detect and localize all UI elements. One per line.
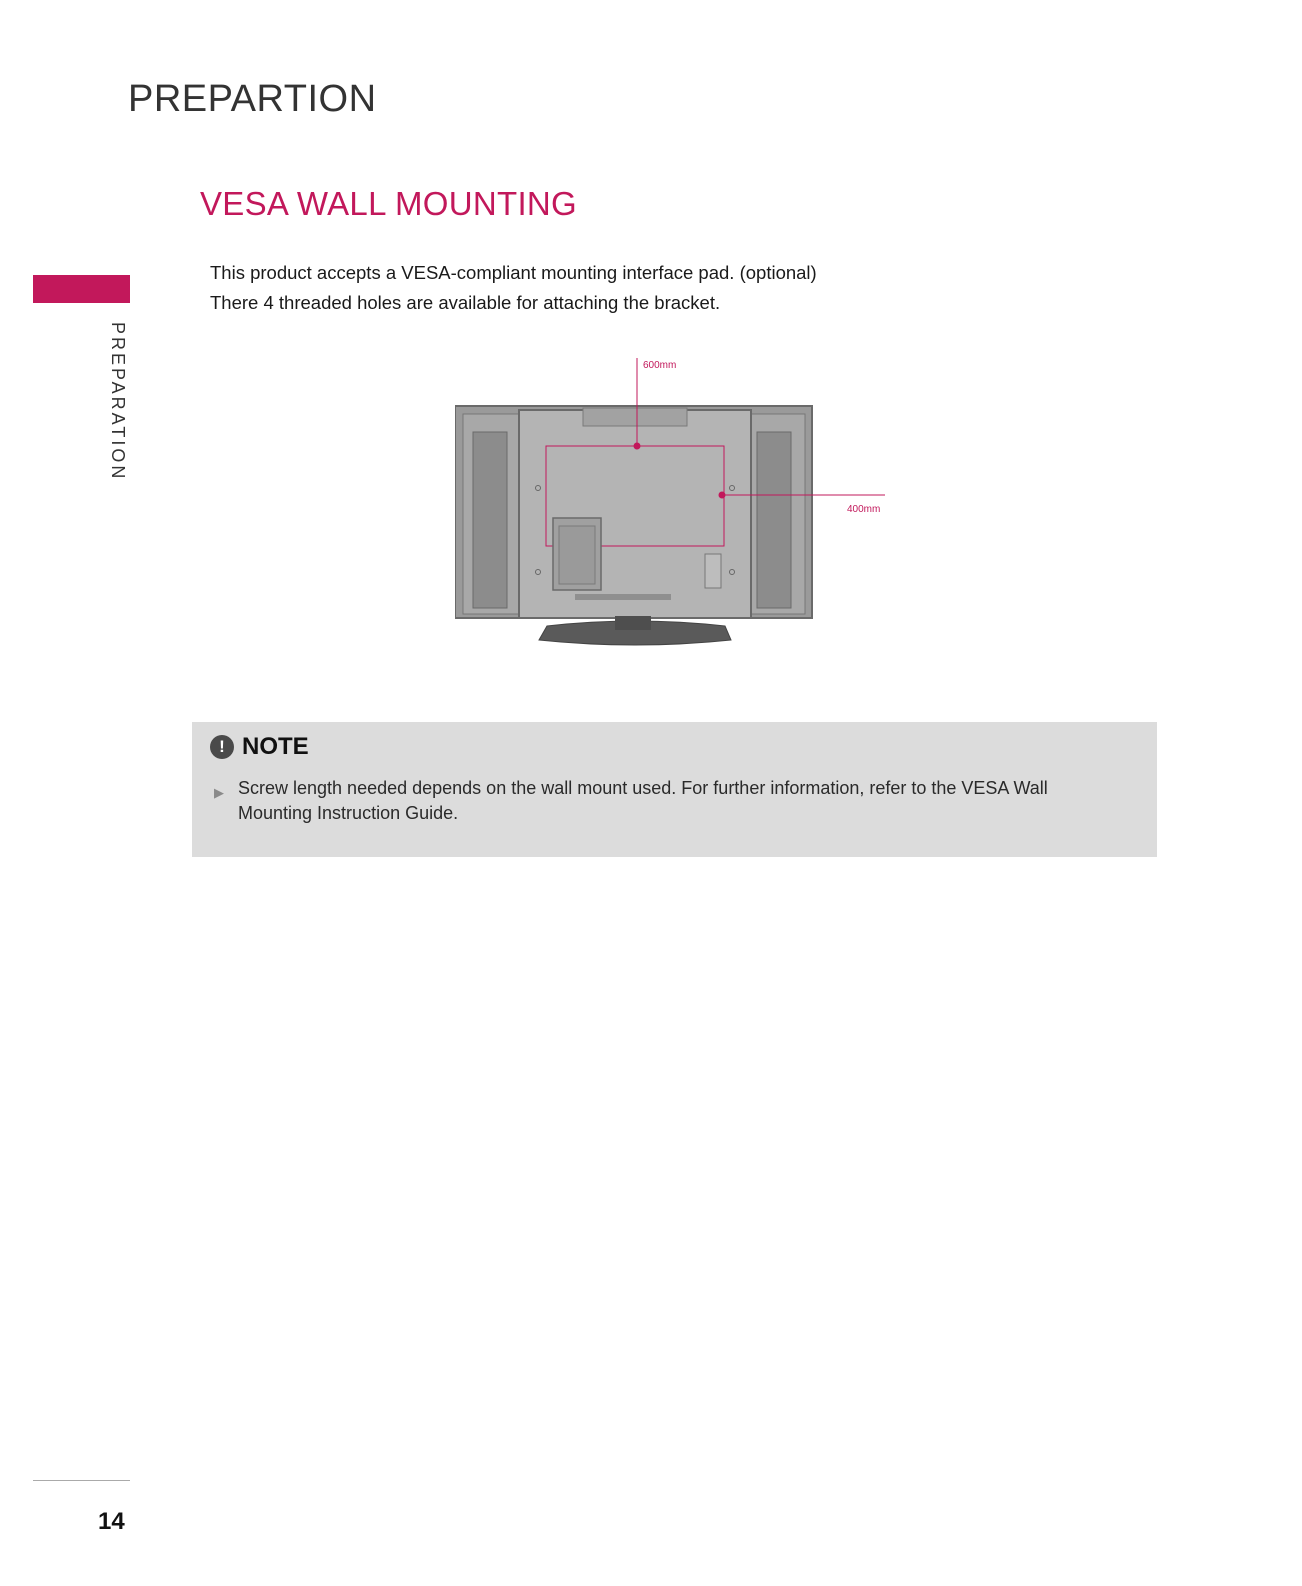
note-item — [214, 776, 1074, 826]
note-box — [192, 722, 1157, 857]
tv-side-jack — [705, 554, 721, 588]
tv-left-speaker — [473, 432, 507, 608]
note-header — [210, 732, 309, 762]
sidebar-section-label: PREPARATION — [108, 322, 128, 482]
note-title: NOTE — [242, 733, 309, 760]
page-header-title: PREPARTION — [128, 78, 377, 120]
tv-right-speaker — [757, 432, 791, 608]
exclamation-icon: ! — [210, 735, 234, 759]
tv-bottom-vent — [575, 594, 671, 600]
tv-rear-illustration — [455, 358, 905, 658]
footer-rule — [33, 1480, 130, 1481]
tv-terminal-inner — [559, 526, 595, 584]
intro-line: This product accepts a VESA-compliant mounting interface pad. (optional) — [210, 262, 817, 283]
dimension-label-top: 600mm — [643, 360, 677, 371]
triangle-bullet-icon: ▶ — [214, 785, 224, 800]
intro-text — [210, 258, 817, 318]
tv-rear-drawing — [455, 358, 905, 658]
intro-line: There 4 threaded holes are available for attaching the bracket. — [210, 292, 721, 313]
tv-top-vent — [583, 408, 687, 426]
dimension-label-side: 400mm — [847, 504, 881, 515]
note-item-text: Screw length needed depends on the wall mount used. For further information, refer to the VESA Wall Mounting Instruction Guide. — [238, 778, 1048, 823]
section-tab-marker — [33, 275, 130, 303]
page-number: 14 — [98, 1508, 125, 1535]
section-title: VESA WALL MOUNTING — [200, 185, 578, 222]
tv-stand-neck — [615, 616, 651, 630]
